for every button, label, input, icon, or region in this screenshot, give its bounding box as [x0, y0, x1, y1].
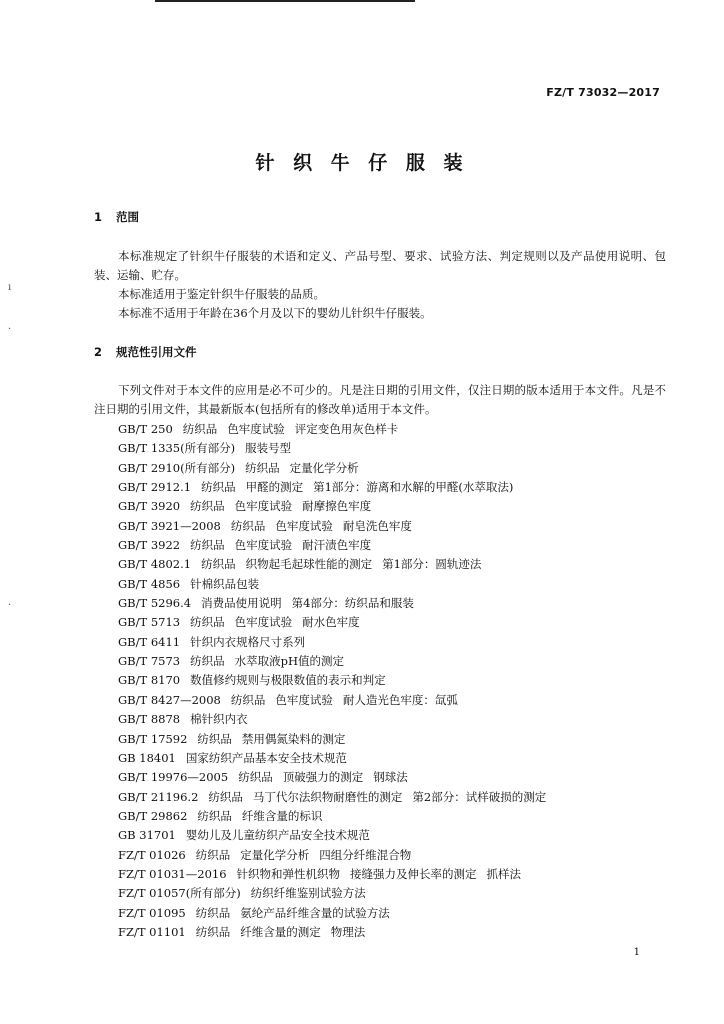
reference-code: GB/T 5713 [118, 615, 181, 630]
reference-code: GB/T 29862 [118, 808, 188, 823]
section-1-number: 1 [94, 210, 103, 224]
reference-title-part: 国家纺织产品基本安全技术规范 [185, 750, 347, 765]
reference-title-part: 第1部分：圆轨迹法 [382, 557, 482, 572]
page-number: 1 [633, 947, 640, 958]
document-title: 针 织 牛 仔 服 装 [255, 152, 469, 174]
reference-title-part: 纺织品 [195, 905, 231, 920]
reference-title-part: 色牢度试验 [227, 422, 285, 436]
reference-code: FZ/T 01095 [118, 905, 186, 920]
reference-code: GB/T 2912.1 [118, 480, 192, 495]
reference-title-part: 水萃取液pH值的测定 [234, 654, 344, 669]
reference-title-part: 定量化学分析 [289, 460, 359, 475]
reference-title-part: 第4部分：纺织品和服装 [291, 596, 414, 611]
reference-title-part: 针织内衣规格尺寸系列 [190, 634, 306, 649]
standard-code: FZ/T 73032—2017 [546, 86, 660, 99]
reference-title-part: 接缝强力及伸长率的测定 [350, 866, 477, 881]
reference-title-part: 色牢度试验 [234, 499, 293, 514]
reference-item [118, 517, 556, 536]
reference-item [118, 826, 556, 845]
reference-item [118, 652, 556, 671]
reference-title-part: 纺织品 [190, 499, 225, 514]
reference-code: GB/T 19976—2005 [118, 770, 229, 785]
reference-code: GB 18401 [118, 750, 176, 765]
reference-title-part: 纤维含量的标识 [241, 808, 323, 823]
reference-title-part: 纺织品 [230, 692, 266, 707]
reference-title-part: 色牢度试验 [234, 538, 293, 553]
reference-title-part: 纺织品 [245, 460, 280, 475]
reference-item [118, 536, 556, 555]
reference-code: FZ/T 01026 [118, 847, 186, 862]
reference-item [118, 497, 556, 516]
scan-mark: · [8, 324, 12, 335]
reference-title-part: 物理法 [330, 924, 366, 939]
reference-title-part: 纺织品 [195, 924, 231, 939]
reference-code: GB/T 4802.1 [118, 557, 192, 572]
reference-code: GB/T 5296.4 [118, 596, 192, 611]
reference-title-part: 耐人造光色牢度：氙弧 [342, 692, 458, 707]
reference-code: GB/T 7573 [118, 654, 181, 669]
reference-title-part: 氨纶产品纤维含量的试验方法 [240, 905, 390, 920]
reference-title-part: 纺织品 [208, 789, 243, 804]
reference-title-part: 甲醛的测定 [245, 480, 304, 495]
reference-title-part: 纺织品 [197, 808, 232, 823]
reference-title-part: 纺织品 [190, 654, 225, 669]
reference-code: GB/T 8878 [118, 712, 181, 727]
reference-title-part: 纺织品 [182, 422, 218, 436]
reference-title-part: 纺织品 [238, 770, 273, 785]
reference-title-part: 数值修约规则与极限数值的表示和判定 [190, 673, 386, 688]
reference-title-part: 钢球法 [373, 770, 408, 785]
reference-code: GB/T 1335(所有部分) [118, 441, 236, 456]
reference-title-part: 服装号型 [245, 441, 292, 456]
reference-item [118, 439, 556, 458]
reference-item [118, 691, 556, 710]
reference-title-part: 纺织品 [201, 480, 236, 495]
reference-title-part: 禁用偶氮染料的测定 [241, 731, 346, 746]
reference-title-part: 第2部分：试样破损的测定 [412, 789, 547, 804]
reference-title-part: 针棉织品包装 [190, 576, 260, 591]
reference-item [118, 807, 556, 826]
reference-item [118, 749, 556, 768]
section-1-body [94, 247, 666, 323]
section-2-title: 规范性引用文件 [116, 345, 197, 359]
reference-code: GB 31701 [118, 828, 176, 843]
reference-title-part: 纤维含量的测定 [240, 924, 321, 939]
reference-title-part: 纺织品 [190, 538, 225, 553]
section-1-paragraph: 本标准适用于鉴定针织牛仔服装的品质。 [118, 287, 325, 301]
scan-mark: · [8, 600, 12, 611]
reference-item [118, 846, 556, 865]
section-2-heading [94, 344, 197, 360]
reference-title-part: 色牢度试验 [275, 518, 333, 533]
reference-title-part: 纺织品 [201, 557, 236, 572]
reference-title-part: 纺织纤维鉴别试验方法 [250, 886, 366, 901]
reference-item [118, 884, 556, 903]
reference-title-part: 四组分纤维混合物 [319, 847, 412, 862]
reference-code: GB/T 21196.2 [118, 789, 199, 804]
reference-code: GB/T 17592 [118, 731, 188, 746]
section-1-title: 范围 [116, 210, 139, 224]
reference-item [118, 710, 556, 729]
reference-title-part: 第1部分：游离和水解的甲醛(水萃取法) [313, 480, 514, 495]
reference-title-part: 纺织品 [195, 847, 231, 862]
reference-item [118, 420, 556, 439]
reference-title-part: 评定变色用灰色样卡 [294, 422, 399, 436]
reference-code: FZ/T 01057(所有部分) [118, 886, 241, 901]
reference-code: GB/T 8170 [118, 673, 181, 688]
reference-code: GB/T 6411 [118, 634, 181, 649]
section-2-number: 2 [94, 345, 103, 359]
reference-item [118, 459, 556, 478]
reference-title-part: 耐汗渍色牢度 [302, 538, 372, 553]
reference-title-part: 色牢度试验 [234, 615, 293, 630]
reference-title-part: 婴幼儿及儿童纺织产品安全技术规范 [185, 828, 370, 843]
reference-item [118, 788, 556, 807]
reference-item [118, 768, 556, 787]
section-1-paragraph: 本标准不适用于年龄在36个月及以下的婴幼儿针织牛仔服装。 [118, 306, 432, 320]
reference-code: FZ/T 01031—2016 [118, 866, 227, 881]
reference-item [118, 478, 556, 497]
reference-title-part: 纺织品 [190, 615, 225, 630]
reference-item [118, 633, 556, 652]
reference-item [118, 923, 556, 942]
reference-code: FZ/T 01101 [118, 924, 186, 939]
reference-title-part: 针织物和弹性机织物 [236, 866, 341, 881]
reference-title-part: 织物起毛起球性能的测定 [245, 557, 373, 572]
reference-title-part: 纺织品 [197, 731, 232, 746]
reference-item [118, 671, 556, 690]
reference-title-part: 定量化学分析 [240, 847, 310, 862]
reference-item [118, 613, 556, 632]
reference-title-part: 消费品使用说明 [201, 596, 282, 611]
scan-edge-line [155, 0, 415, 2]
reference-item [118, 730, 556, 749]
section-2-intro-text: 下列文件对于本文件的应用是必不可少的。凡是注日期的引用文件，仅注日期的版本适用于本文件。凡是不注日期的引用文件，其最新版本(包括所有的修改单)适用于本文件。 [94, 383, 666, 416]
reference-item [118, 594, 556, 613]
reference-title-part: 耐皂洗色牢度 [342, 518, 412, 533]
reference-code: GB/T 8427—2008 [118, 692, 221, 707]
reference-title-part: 顶破强力的测定 [282, 770, 364, 785]
reference-item [118, 555, 556, 574]
reference-code: GB/T 3920 [118, 499, 181, 514]
reference-title-part: 马丁代尔法织物耐磨性的测定 [252, 789, 403, 804]
section-1-heading [94, 209, 139, 225]
section-1-paragraph: 本标准规定了针织牛仔服装的术语和定义、产品号型、要求、试验方法、判定规则以及产品使用说明、包装、运输、贮存。 [94, 249, 666, 282]
reference-item [118, 865, 556, 884]
reference-code: GB/T 250 [118, 422, 173, 436]
reference-title-part: 耐水色牢度 [302, 615, 360, 630]
reference-code: GB/T 3922 [118, 538, 181, 553]
reference-code: GB/T 4856 [118, 576, 181, 591]
scan-mark: ı [8, 282, 12, 293]
reference-list [118, 420, 556, 942]
reference-code: GB/T 3921—2008 [118, 518, 221, 533]
reference-title-part: 色牢度试验 [275, 692, 333, 707]
section-2-intro [94, 381, 666, 419]
reference-item [118, 904, 556, 923]
reference-item [118, 575, 556, 594]
reference-title-part: 纺织品 [230, 518, 266, 533]
reference-title-part: 抓样法 [486, 866, 522, 881]
reference-title-part: 耐摩擦色牢度 [302, 499, 372, 514]
reference-code: GB/T 2910(所有部分) [118, 460, 236, 475]
reference-title-part: 棉针织内衣 [190, 712, 248, 727]
